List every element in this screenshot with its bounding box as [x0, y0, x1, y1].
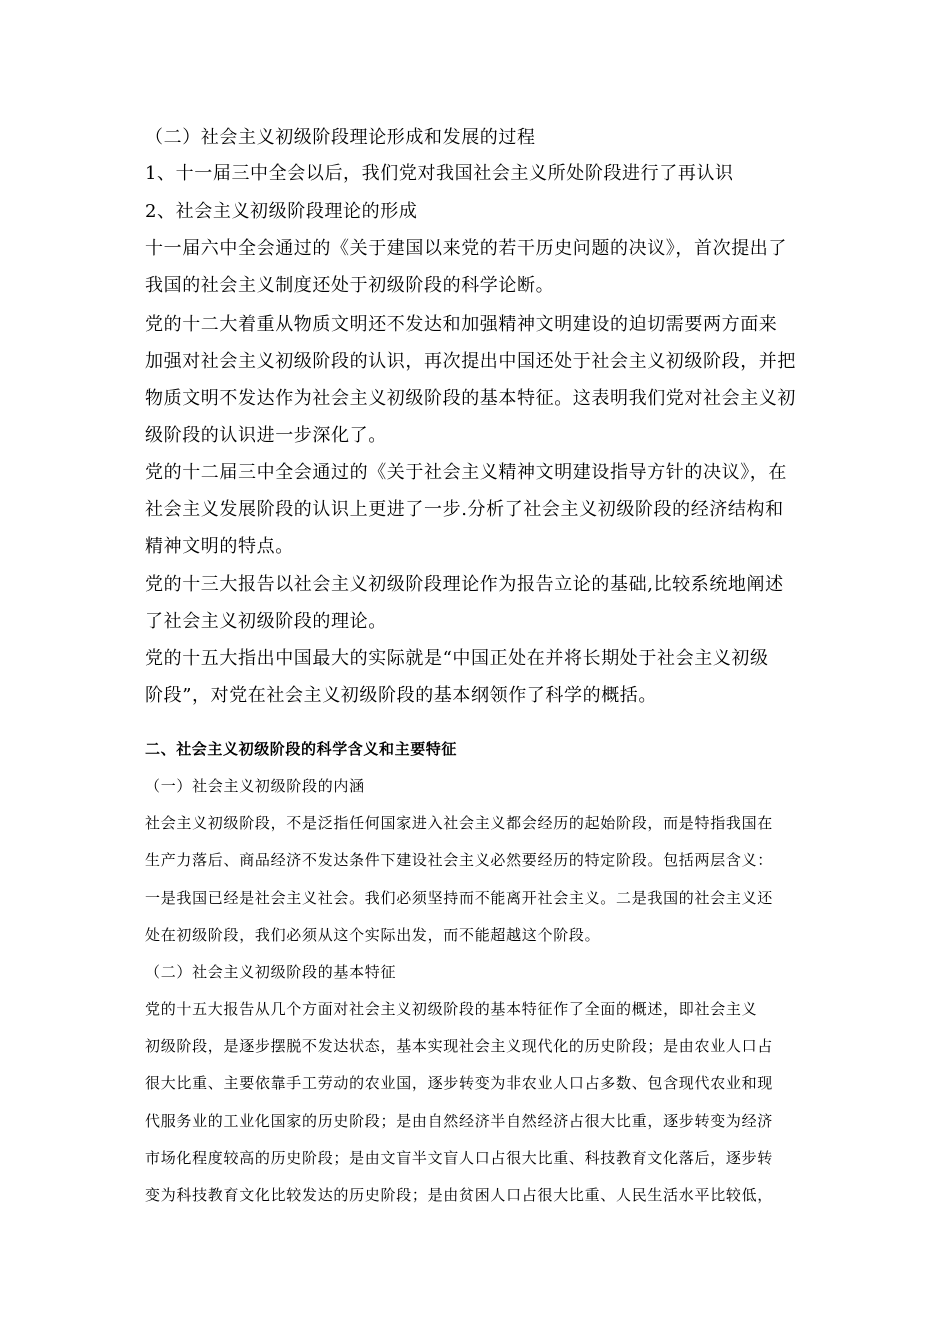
paragraph-line: 一是我国已经是社会主义社会。我们必须坚持而不能离开社会主义。二是我国的社会主义还: [145, 889, 774, 907]
paragraph-line: 社会主义发展阶段的认识上更进了一步.分析了社会主义初级阶段的经济结构和: [145, 499, 784, 520]
paragraph-line: 我国的社会主义制度还处于初级阶段的科学论断。: [145, 275, 555, 296]
paragraph-line: 初级阶段，是逐步摆脱不发达状态，基本实现社会主义现代化的历史阶段；是由农业人口占: [145, 1037, 774, 1055]
section-subheading: （二）社会主义初级阶段理论形成和发展的过程: [145, 127, 536, 148]
paragraph-line: 生产力落后、商品经济不发达条件下建设社会主义必然要经历的特定阶段。包括两层含义：: [145, 851, 774, 869]
paragraph-line: 阶段”，对党在社会主义初级阶段的基本纲领作了科学的概括。: [145, 685, 657, 706]
paragraph-line: 党的十三大报告以社会主义初级阶段理论作为报告立论的基础,比较系统地阐述: [145, 574, 784, 595]
paragraph-line: 变为科技教育文化比较发达的历史阶段；是由贫困人口占很大比重、人民生活水平比较低，: [145, 1186, 774, 1204]
paragraph-line: 1、十一届三中全会以后，我们党对我国社会主义所处阶段进行了再认识: [145, 163, 734, 184]
section-subheading: （二）社会主义初级阶段的基本特征: [145, 963, 397, 981]
paragraph-line: 党的十二届三中全会通过的《关于社会主义精神文明建设指导方针的决议》，在: [145, 462, 787, 483]
paragraph-line: 党的十五大报告从几个方面对社会主义初级阶段的基本特征作了全面的概述，即社会主义: [145, 1000, 758, 1018]
section-heading: 二、社会主义初级阶段的科学含义和主要特征: [145, 740, 458, 758]
paragraph-line: 了社会主义初级阶段的理论。: [145, 611, 387, 632]
paragraph-line: 党的十五大指出中国最大的实际就是“中国正处在并将长期处于社会主义初级: [145, 648, 769, 669]
section-subheading: （一）社会主义初级阶段的内涵: [145, 777, 365, 795]
paragraph-line: 市场化程度较高的历史阶段；是由文盲半文盲人口占很大比重、科技教育文化落后，逐步转: [145, 1149, 774, 1167]
paragraph-line: 物质文明不发达作为社会主义初级阶段的基本特征。这表明我们党对社会主义初: [145, 388, 796, 409]
paragraph-line: 社会主义初级阶段，不是泛指任何国家进入社会主义都会经历的起始阶段，而是特指我国在: [145, 814, 774, 832]
paragraph-line: 代服务业的工业化国家的历史阶段；是由自然经济半自然经济占很大比重，逐步转变为经济: [145, 1112, 774, 1130]
paragraph-line: 加强对社会主义初级阶段的认识，再次提出中国还处于社会主义初级阶段，并把: [145, 351, 796, 372]
paragraph-line: 很大比重、主要依靠手工劳动的农业国，逐步转变为非农业人口占多数、包含现代农业和现: [145, 1074, 774, 1092]
paragraph-line: 精神文明的特点。: [145, 536, 294, 557]
paragraph-line: 党的十二大着重从物质文明还不发达和加强精神文明建设的迫切需要两方面来: [145, 314, 778, 335]
paragraph-line: 十一届六中全会通过的《关于建国以来党的若干历史问题的决议》，首次提出了: [145, 238, 787, 259]
paragraph-line: 级阶段的认识进一步深化了。: [145, 425, 387, 446]
paragraph-line: 2、社会主义初级阶段理论的形成: [145, 201, 418, 222]
paragraph-line: 处在初级阶段，我们必须从这个实际出发，而不能超越这个阶段。: [145, 926, 601, 944]
